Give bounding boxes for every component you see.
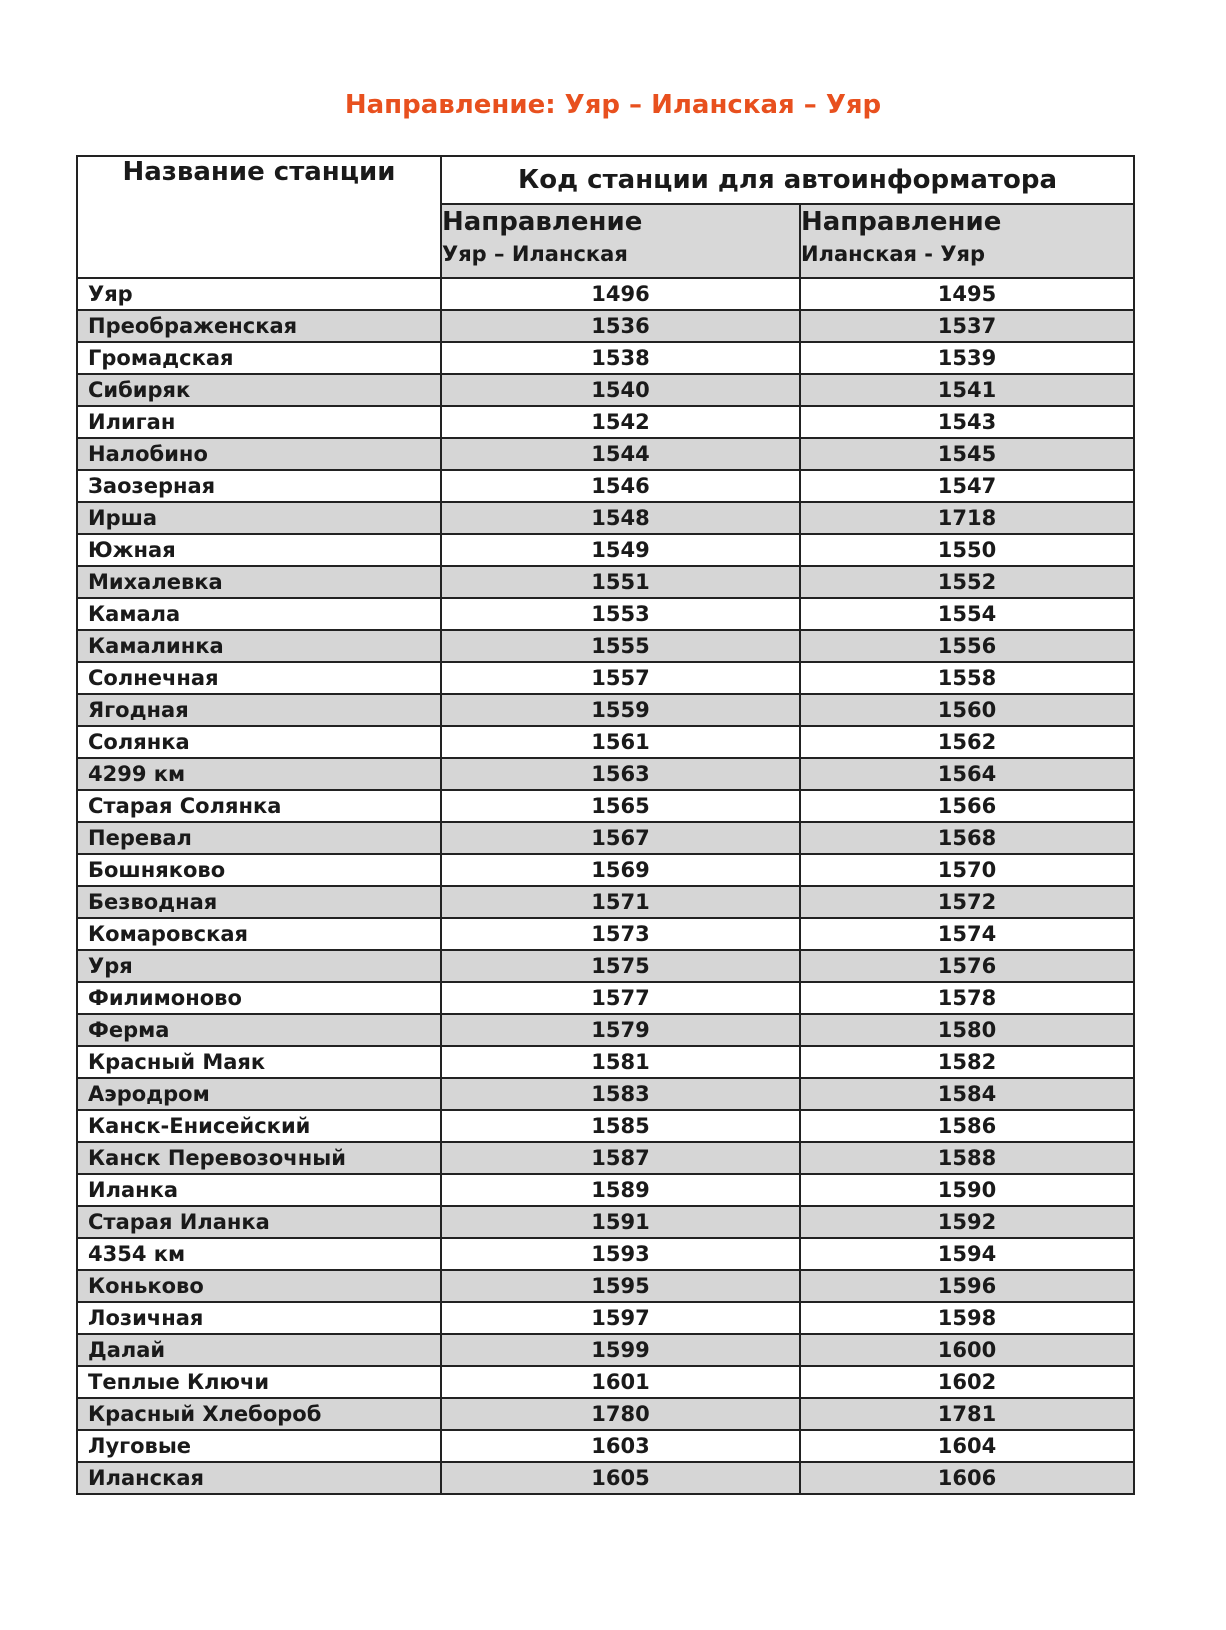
- table-row: [77, 342, 1134, 374]
- table-row: [77, 1110, 1134, 1142]
- station-name-cell: Аэродром: [77, 1078, 441, 1110]
- code-ilanskaya-uyar-cell: 1554: [800, 598, 1134, 630]
- table-row: [77, 758, 1134, 790]
- table-row: [77, 1014, 1134, 1046]
- code-ilanskaya-uyar-cell: 1560: [800, 694, 1134, 726]
- table-row: [77, 438, 1134, 470]
- code-ilanskaya-uyar-cell: 1580: [800, 1014, 1134, 1046]
- station-name-cell: Бошняково: [77, 854, 441, 886]
- station-name-cell: Камала: [77, 598, 441, 630]
- code-ilanskaya-uyar-cell: 1556: [800, 630, 1134, 662]
- code-uyar-ilanskaya-cell: 1563: [441, 758, 800, 790]
- code-uyar-ilanskaya-cell: 1557: [441, 662, 800, 694]
- table-row: [77, 1206, 1134, 1238]
- code-uyar-ilanskaya-cell: 1540: [441, 374, 800, 406]
- station-name-cell: Канск-Енисейский: [77, 1110, 441, 1142]
- station-name-cell: Сибиряк: [77, 374, 441, 406]
- code-uyar-ilanskaya-cell: 1536: [441, 310, 800, 342]
- table-row: [77, 278, 1134, 310]
- station-name-cell: Уря: [77, 950, 441, 982]
- code-uyar-ilanskaya-cell: 1546: [441, 470, 800, 502]
- station-name-cell: Старая Солянка: [77, 790, 441, 822]
- code-uyar-ilanskaya-cell: 1593: [441, 1238, 800, 1270]
- code-uyar-ilanskaya-cell: 1549: [441, 534, 800, 566]
- table-row: [77, 822, 1134, 854]
- code-uyar-ilanskaya-cell: 1601: [441, 1366, 800, 1398]
- code-uyar-ilanskaya-cell: 1577: [441, 982, 800, 1014]
- station-name-cell: Камалинка: [77, 630, 441, 662]
- code-uyar-ilanskaya-cell: 1591: [441, 1206, 800, 1238]
- code-uyar-ilanskaya-cell: 1603: [441, 1430, 800, 1462]
- header-direction-label: Направление: [442, 207, 643, 237]
- code-uyar-ilanskaya-cell: 1595: [441, 1270, 800, 1302]
- station-codes-table: [76, 155, 1135, 1495]
- table-row: [77, 406, 1134, 438]
- code-ilanskaya-uyar-cell: 1552: [800, 566, 1134, 598]
- code-ilanskaya-uyar-cell: 1564: [800, 758, 1134, 790]
- station-name-cell: Старая Иланка: [77, 1206, 441, 1238]
- code-uyar-ilanskaya-cell: 1573: [441, 918, 800, 950]
- code-uyar-ilanskaya-cell: 1587: [441, 1142, 800, 1174]
- code-ilanskaya-uyar-cell: 1566: [800, 790, 1134, 822]
- station-name-cell: 4299 км: [77, 758, 441, 790]
- code-uyar-ilanskaya-cell: 1551: [441, 566, 800, 598]
- station-name-cell: Канск Перевозочный: [77, 1142, 441, 1174]
- code-ilanskaya-uyar-cell: 1547: [800, 470, 1134, 502]
- station-name-cell: Ягодная: [77, 694, 441, 726]
- table-row: [77, 502, 1134, 534]
- code-ilanskaya-uyar-cell: 1578: [800, 982, 1134, 1014]
- station-name-cell: Лозичная: [77, 1302, 441, 1334]
- table-row: [77, 982, 1134, 1014]
- table-row: [77, 790, 1134, 822]
- code-ilanskaya-uyar-cell: 1574: [800, 918, 1134, 950]
- code-uyar-ilanskaya-cell: 1553: [441, 598, 800, 630]
- table-row: [77, 886, 1134, 918]
- header-station-name: Название станции: [77, 156, 441, 278]
- code-uyar-ilanskaya-cell: 1555: [441, 630, 800, 662]
- table-row: [77, 1078, 1134, 1110]
- station-name-cell: Далай: [77, 1334, 441, 1366]
- station-name-cell: 4354 км: [77, 1238, 441, 1270]
- code-ilanskaya-uyar-cell: 1602: [800, 1366, 1134, 1398]
- table-row: [77, 694, 1134, 726]
- table-row: [77, 918, 1134, 950]
- table-row: [77, 1462, 1134, 1494]
- code-uyar-ilanskaya-cell: 1583: [441, 1078, 800, 1110]
- station-name-cell: Ферма: [77, 1014, 441, 1046]
- code-uyar-ilanskaya-cell: 1538: [441, 342, 800, 374]
- code-ilanskaya-uyar-cell: 1588: [800, 1142, 1134, 1174]
- code-uyar-ilanskaya-cell: 1567: [441, 822, 800, 854]
- code-ilanskaya-uyar-cell: 1606: [800, 1462, 1134, 1494]
- code-ilanskaya-uyar-cell: 1582: [800, 1046, 1134, 1078]
- code-ilanskaya-uyar-cell: 1562: [800, 726, 1134, 758]
- code-ilanskaya-uyar-cell: 1495: [800, 278, 1134, 310]
- header-direction-route: Иланская - Уяр: [801, 242, 986, 266]
- header-direction-ilanskaya-uyar: [800, 204, 1134, 278]
- code-ilanskaya-uyar-cell: 1592: [800, 1206, 1134, 1238]
- table-row: [77, 1430, 1134, 1462]
- code-ilanskaya-uyar-cell: 1570: [800, 854, 1134, 886]
- code-ilanskaya-uyar-cell: 1576: [800, 950, 1134, 982]
- table-row: [77, 950, 1134, 982]
- code-uyar-ilanskaya-cell: 1496: [441, 278, 800, 310]
- table-row: [77, 598, 1134, 630]
- station-name-cell: Преображенская: [77, 310, 441, 342]
- table-row: [77, 1366, 1134, 1398]
- code-uyar-ilanskaya-cell: 1542: [441, 406, 800, 438]
- table-row: [77, 1238, 1134, 1270]
- station-name-cell: Луговые: [77, 1430, 441, 1462]
- table-row: [77, 374, 1134, 406]
- station-name-cell: Солнечная: [77, 662, 441, 694]
- station-name-cell: Филимоново: [77, 982, 441, 1014]
- code-ilanskaya-uyar-cell: 1604: [800, 1430, 1134, 1462]
- table-row: [77, 1046, 1134, 1078]
- code-uyar-ilanskaya-cell: 1605: [441, 1462, 800, 1494]
- station-name-cell: Комаровская: [77, 918, 441, 950]
- station-name-cell: Илиган: [77, 406, 441, 438]
- table-row: [77, 1142, 1134, 1174]
- header-direction-route: Уяр – Иланская: [442, 242, 628, 266]
- table-row: [77, 1398, 1134, 1430]
- header-direction-uyar-ilanskaya: [441, 204, 800, 278]
- code-ilanskaya-uyar-cell: 1545: [800, 438, 1134, 470]
- station-name-cell: Красный Хлебороб: [77, 1398, 441, 1430]
- header-station-code: Код станции для автоинформатора: [441, 156, 1134, 204]
- code-uyar-ilanskaya-cell: 1559: [441, 694, 800, 726]
- table-row: [77, 310, 1134, 342]
- code-uyar-ilanskaya-cell: 1561: [441, 726, 800, 758]
- code-ilanskaya-uyar-cell: 1539: [800, 342, 1134, 374]
- code-ilanskaya-uyar-cell: 1568: [800, 822, 1134, 854]
- code-uyar-ilanskaya-cell: 1597: [441, 1302, 800, 1334]
- code-uyar-ilanskaya-cell: 1579: [441, 1014, 800, 1046]
- code-ilanskaya-uyar-cell: 1572: [800, 886, 1134, 918]
- code-ilanskaya-uyar-cell: 1584: [800, 1078, 1134, 1110]
- table-row: [77, 1174, 1134, 1206]
- code-uyar-ilanskaya-cell: 1589: [441, 1174, 800, 1206]
- code-ilanskaya-uyar-cell: 1550: [800, 534, 1134, 566]
- table-row: [77, 534, 1134, 566]
- code-ilanskaya-uyar-cell: 1590: [800, 1174, 1134, 1206]
- station-name-cell: Заозерная: [77, 470, 441, 502]
- code-uyar-ilanskaya-cell: 1581: [441, 1046, 800, 1078]
- station-name-cell: Иланская: [77, 1462, 441, 1494]
- station-name-cell: Красный Маяк: [77, 1046, 441, 1078]
- code-uyar-ilanskaya-cell: 1548: [441, 502, 800, 534]
- code-ilanskaya-uyar-cell: 1586: [800, 1110, 1134, 1142]
- station-name-cell: Коньково: [77, 1270, 441, 1302]
- code-ilanskaya-uyar-cell: 1596: [800, 1270, 1134, 1302]
- station-name-cell: Теплые Ключи: [77, 1366, 441, 1398]
- code-uyar-ilanskaya-cell: 1575: [441, 950, 800, 982]
- table-row: [77, 726, 1134, 758]
- code-ilanskaya-uyar-cell: 1558: [800, 662, 1134, 694]
- code-ilanskaya-uyar-cell: 1594: [800, 1238, 1134, 1270]
- station-name-cell: Ирша: [77, 502, 441, 534]
- station-name-cell: Солянка: [77, 726, 441, 758]
- station-name-cell: Иланка: [77, 1174, 441, 1206]
- table-row: [77, 1270, 1134, 1302]
- code-ilanskaya-uyar-cell: 1543: [800, 406, 1134, 438]
- station-name-cell: Уяр: [77, 278, 441, 310]
- code-ilanskaya-uyar-cell: 1541: [800, 374, 1134, 406]
- station-name-cell: Южная: [77, 534, 441, 566]
- code-ilanskaya-uyar-cell: 1598: [800, 1302, 1134, 1334]
- table-row: [77, 1334, 1134, 1366]
- station-name-cell: Михалевка: [77, 566, 441, 598]
- station-name-cell: Безводная: [77, 886, 441, 918]
- code-uyar-ilanskaya-cell: 1544: [441, 438, 800, 470]
- table-row: [77, 1302, 1134, 1334]
- station-name-cell: Перевал: [77, 822, 441, 854]
- table-row: [77, 854, 1134, 886]
- code-uyar-ilanskaya-cell: 1585: [441, 1110, 800, 1142]
- code-uyar-ilanskaya-cell: 1599: [441, 1334, 800, 1366]
- code-ilanskaya-uyar-cell: 1781: [800, 1398, 1134, 1430]
- code-uyar-ilanskaya-cell: 1571: [441, 886, 800, 918]
- header-direction-label: Направление: [801, 207, 1002, 237]
- code-ilanskaya-uyar-cell: 1537: [800, 310, 1134, 342]
- table-row: [77, 662, 1134, 694]
- station-name-cell: Громадская: [77, 342, 441, 374]
- code-ilanskaya-uyar-cell: 1718: [800, 502, 1134, 534]
- code-ilanskaya-uyar-cell: 1600: [800, 1334, 1134, 1366]
- table-row: [77, 470, 1134, 502]
- table-row: [77, 630, 1134, 662]
- code-uyar-ilanskaya-cell: 1565: [441, 790, 800, 822]
- table-row: [77, 566, 1134, 598]
- code-uyar-ilanskaya-cell: 1780: [441, 1398, 800, 1430]
- station-name-cell: Налобино: [77, 438, 441, 470]
- page-title: Направление: Уяр – Иланская – Уяр: [344, 90, 882, 120]
- code-uyar-ilanskaya-cell: 1569: [441, 854, 800, 886]
